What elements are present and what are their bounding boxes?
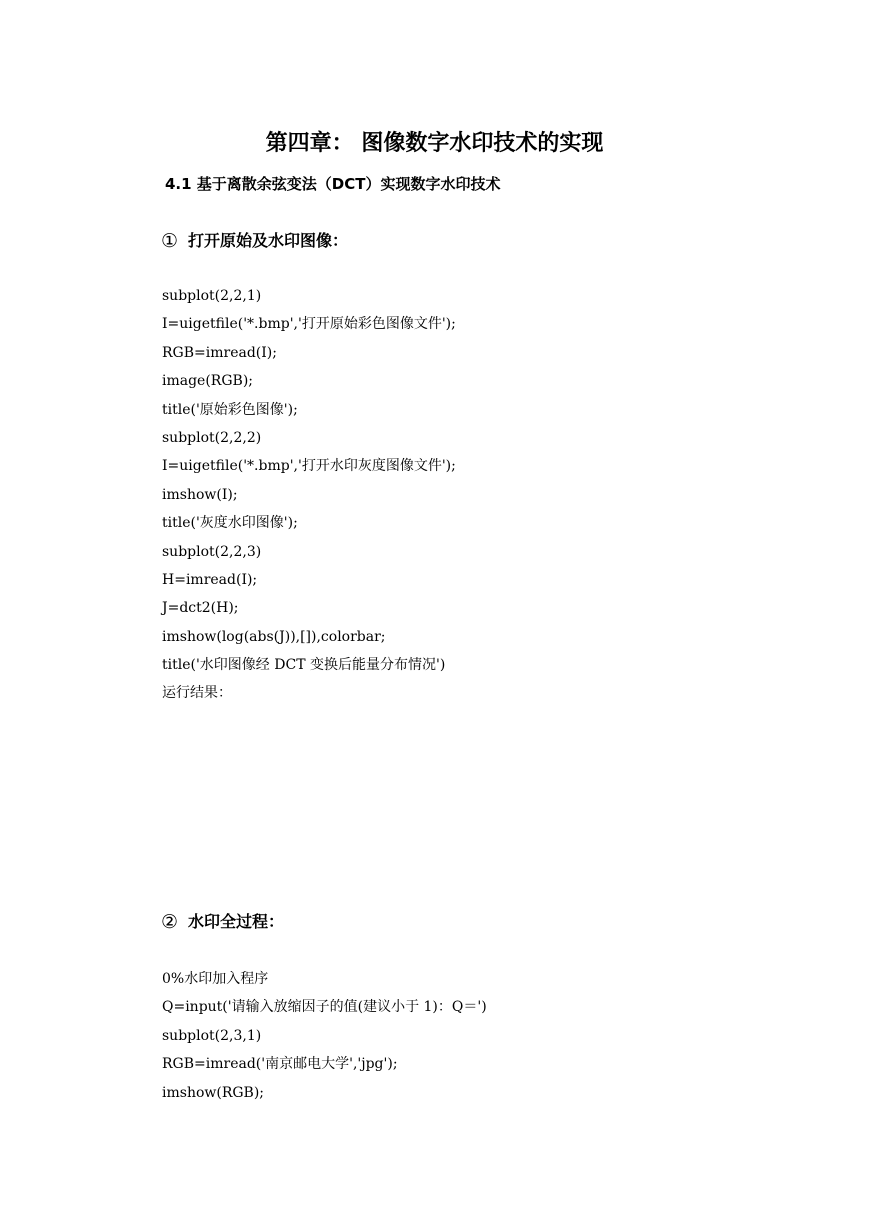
code-line: imshow(I);: [162, 486, 238, 503]
code-line: subplot(2,2,3): [162, 543, 262, 560]
code-line: subplot(2,3,1): [162, 1027, 262, 1044]
step-2-heading: [161, 910, 284, 934]
step-2-number: ②: [161, 911, 179, 933]
code-line: H=imread(I);: [162, 571, 258, 588]
code-line: title('水印图像经 DCT 变换后能量分布情况'): [162, 657, 446, 674]
code-line: 0%水印加入程序: [162, 971, 269, 987]
code-line: title('灰度水印图像');: [162, 515, 298, 532]
code-line: J=dct2(H);: [162, 600, 239, 617]
section-heading: 4.1 基于离散余弦变法（DCT）实现数字水印技术: [165, 175, 501, 193]
code-line: RGB=imread('南京邮电大学','jpg');: [162, 1056, 398, 1073]
code-line: subplot(2,2,1): [162, 288, 262, 304]
code-line: I=uigetfile('*.bmp','打开水印灰度图像文件');: [162, 458, 456, 475]
code-line: imshow(log(abs(J)),[]),colorbar;: [162, 628, 386, 645]
result-label: 运行结果：: [162, 685, 232, 702]
code-line: Q=input('请输入放缩因子的值(建议小于 1)：Q＝'): [162, 999, 487, 1016]
step-1-code-block: [162, 282, 456, 708]
code-line: title('原始彩色图像');: [162, 401, 298, 418]
step-1-title: 打开原始及水印图像：: [188, 231, 349, 250]
code-line: RGB=imread(I);: [162, 344, 277, 361]
step-1-number: ①: [161, 230, 179, 252]
code-line: image(RGB);: [162, 373, 253, 390]
code-line: imshow(RGB);: [162, 1084, 265, 1101]
step-1-heading: [161, 229, 348, 253]
step-2-code-block: [162, 965, 487, 1107]
code-line: I=uigetfile('*.bmp','打开原始彩色图像文件');: [162, 316, 456, 333]
code-line: subplot(2,2,2): [162, 429, 262, 446]
step-2-title: 水印全过程：: [188, 912, 285, 931]
chapter-title: 第四章： 图像数字水印技术的实现: [265, 130, 604, 156]
